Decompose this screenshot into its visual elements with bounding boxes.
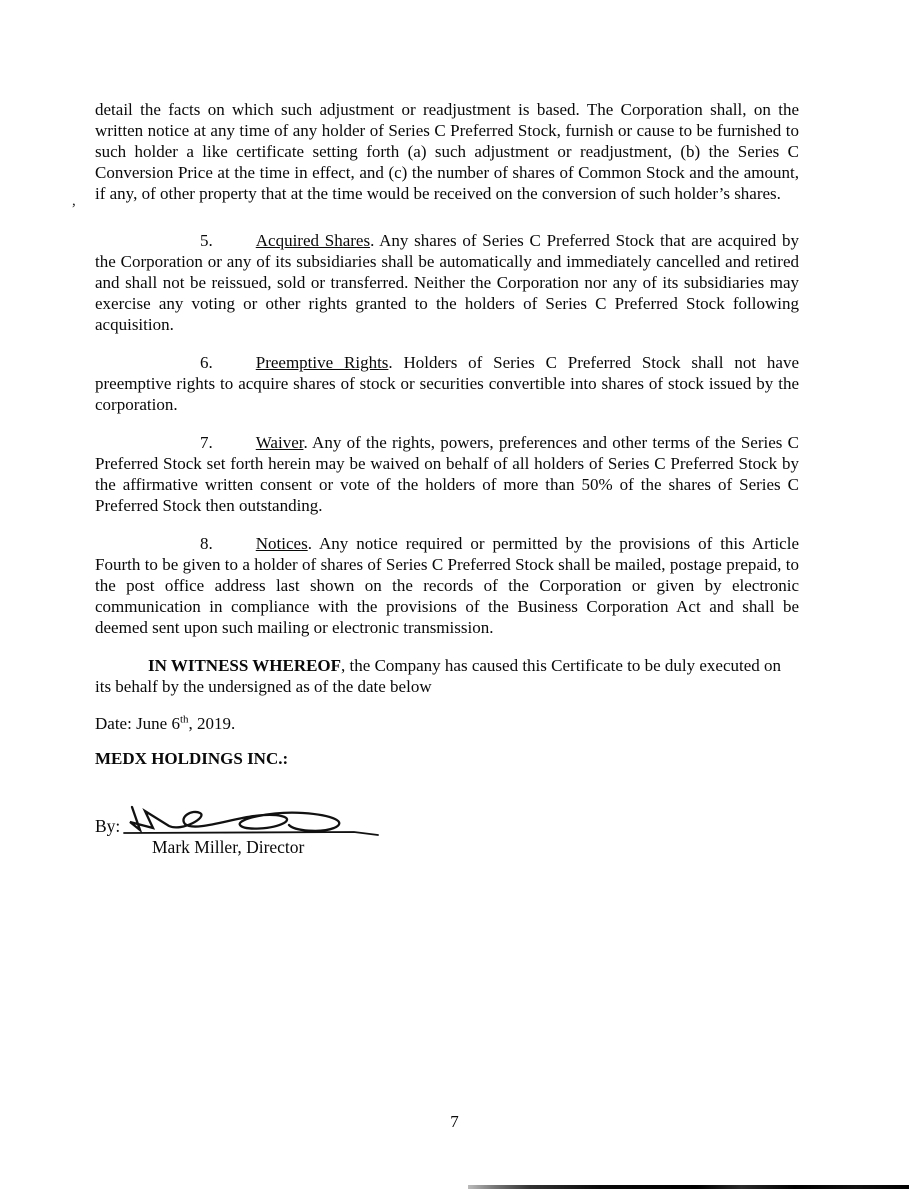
- date-prefix: Date: June 6: [95, 714, 180, 733]
- section-heading: Waiver: [255, 433, 304, 452]
- page-number: 7: [450, 1112, 459, 1131]
- section-6-preemptive-rights: [95, 352, 799, 415]
- section-text: . Any notice required or permitted by the provisions of this Article Fourth to be given to a holder of shares of Series C Preferred Stock shall be mailed, postage prepaid, to the post office address last shown on the records of the Corporation or given by electronic communication in compliance with the provisions of the Business Corporation Act and shall be deemed sent upon such mailing or electronic transmission.: [95, 534, 799, 637]
- section-number: 5.: [200, 231, 213, 250]
- signer-name: Mark Miller, Director: [152, 837, 305, 857]
- company-name: MEDX HOLDINGS INC.:: [95, 749, 289, 768]
- scan-speck-artifact: ,: [72, 193, 76, 209]
- date-line: [95, 713, 799, 734]
- date-suffix: , 2019.: [188, 714, 236, 733]
- section-text: . Holders of Series C Preferred Stock shall not have preemptive rights to acquire shares of stock or securities convertible into shares of stock issued by the corporation.: [95, 353, 799, 414]
- section-7-waiver: [95, 432, 799, 516]
- section-text: . Any of the rights, powers, preferences and other terms of the Series C Preferred Stock set forth herein may be waived on behalf of all holders of Series C Preferred Stock by the affirmative written consent or vote of the holders of more than 50% of the shares of Series C Preferred Stock then outstanding.: [95, 433, 799, 515]
- section-heading: Notices: [255, 534, 308, 553]
- by-label: By:: [95, 816, 121, 836]
- section-number: 6.: [200, 353, 213, 372]
- scan-edge-artifact: [468, 1185, 909, 1189]
- witness-lead: IN WITNESS WHEREOF: [148, 656, 342, 675]
- section-heading: Preemptive Rights: [255, 353, 389, 372]
- date-superscript: th: [179, 713, 189, 726]
- section-number: 7.: [200, 433, 213, 452]
- section-8-notices: [95, 533, 799, 638]
- signature-block: [95, 805, 475, 867]
- section-text: . Any shares of Series C Preferred Stock that are acquired by the Corporation or any of its subsidiaries shall be automatically and immediately cancelled and retired and shall not be reissued, sold or transferred. Neither the Corporation nor any of its subsidiaries may exercise any voting or other rights granted to the holders of Series C Preferred Stock following acquisition.: [95, 231, 799, 334]
- section-5-acquired-shares: [95, 230, 799, 335]
- document-body: [95, 99, 799, 867]
- section-heading: Acquired Shares: [255, 231, 371, 250]
- witness-rest: , the Company has caused this Certificate to be duly executed on its behalf by the undersigned as of the date below: [95, 656, 782, 696]
- section-number: 8.: [200, 534, 213, 553]
- continuation-paragraph: detail the facts on which such adjustment or readjustment is based. The Corporation shall, on the written notice at any time of any holder of Series C Preferred Stock, furnish or cause to be furnished to such holder a like certificate setting forth (a) such adjustment or readjustment, (b) the Series C Conversion Price at the time in effect, and (c) the number of shares of Common Stock and the amount, if any, of other property that at the time would be received on the conversion of such holder’s shares.: [95, 100, 799, 203]
- witness-paragraph: [95, 655, 799, 697]
